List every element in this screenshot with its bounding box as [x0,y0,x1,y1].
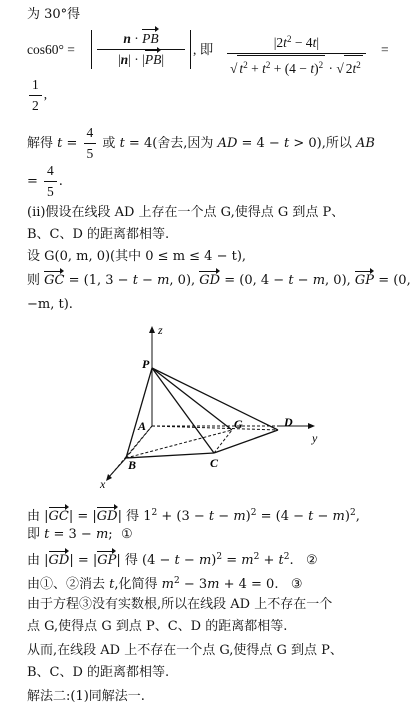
text-conclusion-4: B、C、D 的距离都相等. [27,665,170,680]
fraction-numerator: n · PB [97,30,185,50]
text-line-ab: = $\frac{4}{5}$ . [27,163,63,199]
y-axis-arrow [308,423,315,429]
label-g: G [234,417,243,431]
fraction-2-denominator: √ $t^2 + t^2 + (4 - t)^2$ · √ $2t^2$ [227,54,366,78]
label-a: A [138,419,147,433]
text-set-g: 设 G(0, m, 0)(其中 0 ≤ m ≤ 4 − t), [27,249,247,264]
edge-pd [152,368,278,430]
text-eq3: 由①、②消去 t,化简得 $m^2 - 3m + 4 = 0$. ③ [27,576,303,592]
z-axis-arrow [149,326,155,333]
label-z: z [158,323,163,337]
text-conclusion-1: 由于方程③没有实数根,所以在线段 AD 上不存在一个 [27,597,333,612]
geometry-figure [0,318,406,496]
text-conclusion-3: 从而,在线段 AD 上不存在一个点 G,使得点 G 到点 P、 [27,643,343,658]
text-part2-line2: B、C、D 的距离都相等. [27,227,170,242]
label-x: x [100,477,106,491]
text-vectors-line1: 则 GC = (1, 3 − t − m, 0), GD = (0, 4 − t − m, 0), GP = (0, [27,273,411,288]
edge-pb [126,368,152,458]
label-d: D [284,415,293,429]
text-line-intro: 为 30°得 [27,7,81,22]
text-eq1-line2: 即 t = 3 − m; ① [27,527,133,542]
cos-label: cos60° = [27,42,75,57]
fraction-denominator: |n| · |PB| [117,52,165,67]
text-eq2: 由 |GD| = |GP| 得 $(4 - t - m)^2 = m^2 + t^2$. ② [27,552,318,568]
equals-sign: = [381,42,389,57]
text-vectors-line2: −m, t). [27,297,73,312]
fraction-2-numerator: $|2t^2 - 4t|$ [227,30,366,54]
edge-pg [152,368,232,430]
abs-fraction [91,30,191,69]
text-method2: 解法二:(1)同解法一. [27,689,145,704]
text-part2-line1: (ⅱ)假设在线段 AD 上存在一个点 G,使得点 G 到点 P、 [27,205,345,220]
text-line-solve: 解得 t = $\frac{4}{5}$ 或 t = 4(舍去,因为 AD = 4 − t > 0),所以 AB [27,125,375,161]
text-conclusion-2: 点 G,使得点 G 到点 P、C、D 的距离都相等. [27,619,288,634]
edge-ad [152,426,278,430]
edge-cd [214,430,278,453]
edge-bg [126,430,232,458]
label-p: P [142,357,150,371]
half-value: $\frac{1}{2}$ , [27,76,47,115]
fraction-2 [227,30,366,78]
edge-pc [152,368,214,453]
edge-bc [126,453,214,458]
text-eq1-line1: 由 |GC| = |GD| 得 $1^2 + (3 - t - m)^2 = (4 - t - m)^2$, [27,508,360,524]
ji-text: , 即 [193,42,214,57]
x-axis [108,458,126,478]
label-y: y [312,431,318,445]
label-c: C [210,456,219,470]
fraction-normal [97,30,185,69]
label-b: B [128,458,137,472]
